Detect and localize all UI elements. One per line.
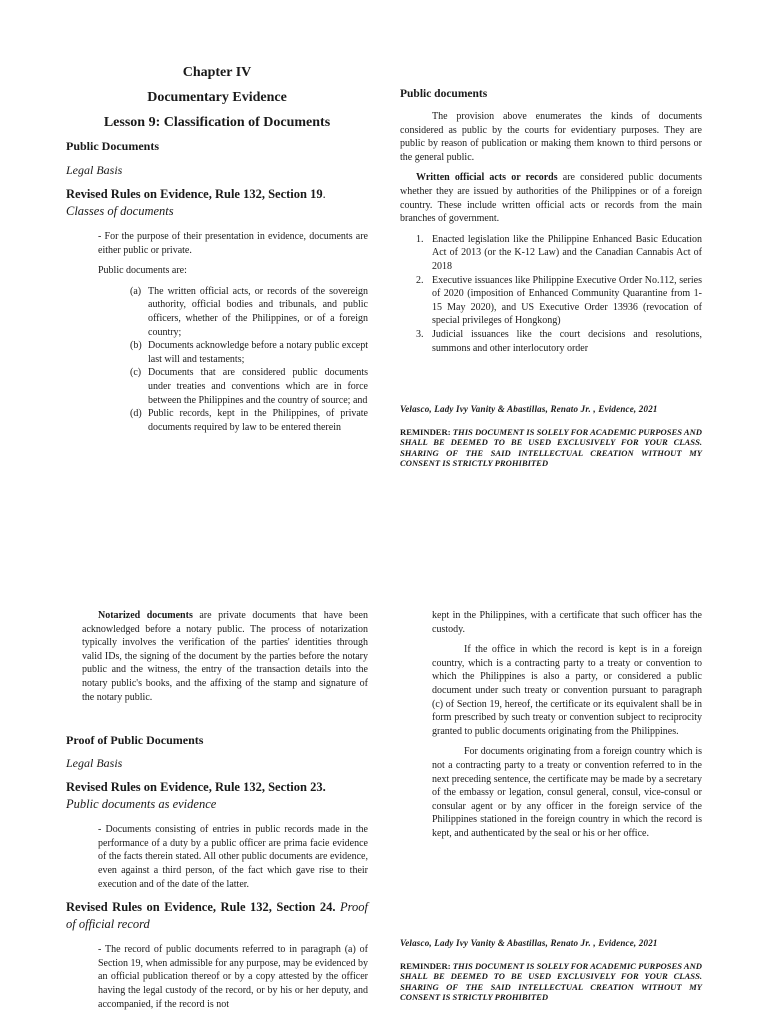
list-marker: (a): [130, 285, 142, 297]
list-marker: (d): [130, 408, 142, 420]
list-item: [130, 366, 368, 407]
rule-24-title: Revised Rules on Evidence, Rule 132, Section 24.: [66, 900, 336, 915]
list-item-text: Public records, kept in the Philippines, of private documents required by law to be entered therein: [148, 408, 368, 433]
written-acts-para: [400, 171, 702, 225]
written-acts-rest: are considered public documents whether they are issued by authorities of the Philippines or of a foreign country. These include written official acts or records from the main branches of government.: [400, 172, 703, 225]
page2-footer: [400, 937, 702, 1003]
rule-23-title: Revised Rules on Evidence, Rule 132, Section 23.: [66, 780, 326, 795]
list-marker: 1.: [416, 233, 424, 245]
list-item: [416, 328, 702, 355]
rule-23-text: - Documents consisting of entries in public records made in the performance of a duty by a public officer are prima facie evidence of the facts therein stated. All other public documents are evidence, even against a third person, of the fact which gave rise to their execution and of the date of the latter.: [98, 824, 368, 890]
list-item: [130, 339, 368, 366]
list-item: [130, 407, 368, 434]
rule-19-title: Revised Rules on Evidence, Rule 132, Section 19: [66, 187, 323, 201]
rule-19-subtitle: Classes of documents: [66, 204, 174, 218]
chapter-title: Chapter IV: [182, 65, 252, 80]
citation: Velasco, Lady Ivy Vanity & Abastillas, Renato Jr. , Evidence, 2021: [400, 404, 658, 414]
reminder-text: THIS DOCUMENT IS SOLELY FOR ACADEMIC PURPOSES AND SHALL BE DEEMED TO BE USED EXCLUSIVELY FOR YOUR CLASS. SHARING OF THE SAID INTELLECTUAL CREATION WITHOUT MY CONSENT IS STRICTLY PROHIBITED: [400, 426, 702, 469]
rule-24-heading: [66, 899, 368, 933]
rule-19-list: [130, 285, 368, 435]
notarized-rest: are private documents that have been acknowledged before a notary public. The process of notarization typically involves the verification of the parties' identities through valid IDs, the signing of the document by the parties before the notary public and the witness, the entry of the transaction details into the notary public's books, and the affixing of the stamp and signature of the notary public.: [82, 610, 368, 703]
rule-19-list-lead: Public documents are:: [98, 265, 187, 277]
list-marker: 3.: [416, 328, 424, 340]
rule-19-intro: - For the purpose of their presentation in evidence, documents are either public or private.: [98, 231, 368, 256]
rule-24-text: - The record of public documents referred to in paragraph (a) of Section 19, when admissible for any purpose, may be evidenced by an official publication thereof or by a copy attested by the officer having the legal custody of the record, or by his or her deputy, and accompanied, if the record is not: [98, 944, 368, 1010]
list-item-text: The written official acts, or records of the sovereign authority, official bodies and tribunals, and public officers, whether of the Philippines, or of a foreign country;: [148, 285, 368, 338]
list-item-text: Documents that are considered public documents under treaties and conventions which are in force between the Philippines and the country of source; and: [148, 367, 368, 406]
rule-24-subtitle: Proof of official record: [66, 900, 368, 932]
official-acts-list: [416, 233, 702, 355]
page1-left-column: [66, 64, 368, 434]
list-item-text: Enacted legislation like the Philippine Enhanced Basic Education Act of 2013 (or the K-12 Law) and the Canadian Cannabis Act of 2018: [432, 233, 702, 272]
rule-19-body: [98, 230, 368, 434]
notarized-para: [82, 609, 368, 704]
lesson-title: Lesson 9: Classification of Documents: [103, 115, 331, 130]
reminder-label-2: REMINDER:: [400, 960, 451, 971]
reminder-notice-2: [400, 961, 702, 1003]
rule-19-period: .: [322, 187, 326, 201]
citation-2: Velasco, Lady Ivy Vanity & Abastillas, Renato Jr. , Evidence, 2021: [400, 938, 658, 948]
foreign-treaty-para: If the office in which the record is kept is in a foreign country, which is a contracting party to a treaty or convention to which the Philippines is also a party, or considered a public document under such treaty or convention pursuant to paragraph (c) of Section 19, hereof, the certificate or its equivalent shall be in form prescribed by such treaty or convention subject to reciprocity granted to public documents originating from the Philippines.: [432, 644, 702, 737]
list-item: [130, 285, 368, 339]
rule-23-heading: [66, 779, 368, 813]
list-item-text: Documents acknowledge before a notary public except last will and testaments;: [148, 340, 368, 365]
proof-heading: Proof of Public Documents: [66, 733, 204, 748]
list-item: [416, 274, 702, 328]
page1-footer: [400, 403, 702, 469]
reminder-notice: [400, 427, 702, 469]
page2-right-column: [432, 609, 702, 841]
rule-19-heading: [66, 186, 368, 220]
reminder-text-2: THIS DOCUMENT IS SOLELY FOR ACADEMIC PURPOSES AND SHALL BE DEEMED TO BE USED EXCLUSIVELY FOR YOUR CLASS. SHARING OF THE SAID INTELLECTUAL CREATION WITHOUT MY CONSENT IS STRICTLY PROHIBITED: [400, 960, 702, 1003]
list-marker: (c): [130, 367, 142, 379]
list-marker: (b): [130, 340, 142, 352]
page1-right-column: [400, 86, 702, 355]
list-item: [416, 233, 702, 274]
list-item-text: Judicial issuances like the court decisions and resolutions, summons and other interlocutory order: [432, 328, 702, 354]
legal-basis-label-2: Legal Basis: [66, 756, 123, 771]
legal-basis-label: Legal Basis: [66, 163, 123, 177]
written-acts-bold: Written official acts or records: [416, 172, 558, 184]
public-documents-para1: The provision above enumerates the kinds of documents considered as public by the courts for evidentiary purposes. They are public by reason of publication or making them known to third persons or the general public.: [400, 111, 702, 163]
page2-left-column: [66, 609, 368, 1011]
rule-23-subtitle: Public documents as evidence: [66, 797, 217, 812]
public-documents-heading: Public documents: [400, 88, 488, 100]
reminder-label: REMINDER:: [400, 426, 451, 437]
subject-title: Documentary Evidence: [147, 90, 287, 105]
foreign-non-treaty-para: For documents originating from a foreign country which is not a contracting party to a treaty or convention referred to in the next preceding sentence, the certificate may be made by a secretary of the embassy or legation, consul general, consul, vice-consul or consular agent or by any officer in the foreign service of the Philippines stationed in the foreign country in which the record is kept, and authenticated by the seal or his or her office.: [432, 746, 702, 839]
list-marker: 2.: [416, 274, 424, 286]
rule-24-continuation: kept in the Philippines, with a certificate that such officer has the custody.: [432, 610, 702, 635]
notarized-bold: Notarized documents: [98, 610, 193, 621]
list-item-text: Executive issuances like Philippine Executive Order No.112, series of 2020 (imposition of Enhanced Community Quarantine from 1-15 May 2020), and US Executive Order 13936 (revocation of special privileges of Hongkong): [432, 274, 702, 327]
section-heading-public-documents: Public Documents: [66, 139, 159, 153]
